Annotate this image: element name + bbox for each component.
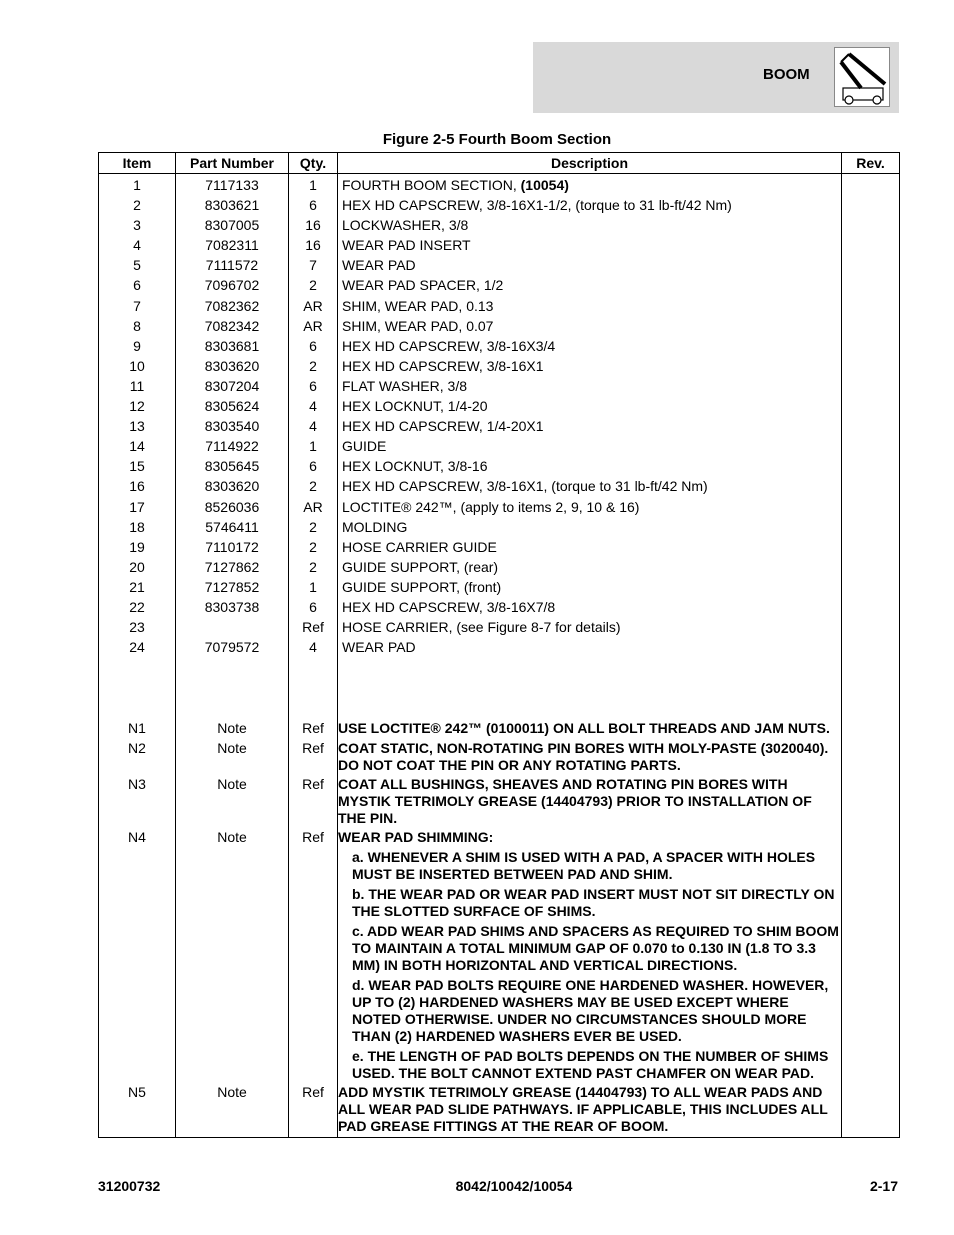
quantity: 16 — [289, 235, 338, 255]
table-header-row — [99, 153, 900, 174]
note-revision — [842, 827, 900, 1082]
note-qty: Ref — [289, 738, 338, 774]
part-number: 7082362 — [176, 296, 289, 316]
item-number: 19 — [99, 537, 176, 557]
description-text: HEX HD CAPSCREW, 3/8-16X7/8 — [342, 598, 556, 615]
parts-table — [98, 152, 900, 1138]
quantity: 2 — [289, 356, 338, 376]
revision — [842, 497, 900, 517]
description — [338, 316, 842, 336]
quantity: AR — [289, 316, 338, 336]
item-number: 11 — [99, 376, 176, 396]
note-text: USE LOCTITE® 242™ (0100011) ON ALL BOLT THREADS AND JAM NUTS. — [338, 720, 830, 737]
table-row — [99, 637, 900, 657]
table-spacer-row — [99, 657, 900, 718]
revision — [842, 517, 900, 537]
column-header-rev: Rev. — [842, 153, 900, 174]
description-text: HEX HD CAPSCREW, 3/8-16X1 — [342, 357, 544, 374]
part-number: 8303620 — [176, 476, 289, 496]
quantity: 1 — [289, 174, 338, 196]
description-text: GUIDE SUPPORT, (front) — [342, 578, 502, 595]
figure-title: Figure 2-5 Fourth Boom Section — [382, 131, 612, 148]
description-text: WEAR PAD — [342, 639, 416, 656]
quantity: 2 — [289, 557, 338, 577]
part-number: 8303621 — [176, 195, 289, 215]
description-text: HEX HD CAPSCREW, 3/8-16X3/4 — [342, 337, 556, 354]
revision — [842, 436, 900, 456]
spacer-cell — [176, 657, 289, 718]
description — [338, 356, 842, 376]
note-part: Note — [176, 827, 289, 1082]
description-text: SHIM, WEAR PAD, 0.07 — [342, 317, 494, 334]
table-row — [99, 517, 900, 537]
part-number: 8526036 — [176, 497, 289, 517]
table-row — [99, 436, 900, 456]
table-row — [99, 456, 900, 476]
note-row — [99, 718, 900, 738]
description-text: HEX HD CAPSCREW, 3/8-16X1-1/2, (torque to 31 lb-ft/42 Nm) — [342, 197, 732, 214]
part-number: 8307005 — [176, 215, 289, 235]
table-row — [99, 195, 900, 215]
revision — [842, 376, 900, 396]
column-header-description: Description — [338, 153, 842, 174]
revision — [842, 195, 900, 215]
part-number: 8303620 — [176, 356, 289, 376]
note-qty: Ref — [289, 718, 338, 738]
description — [338, 497, 842, 517]
quantity: 6 — [289, 336, 338, 356]
item-number: 13 — [99, 416, 176, 436]
item-number: 15 — [99, 456, 176, 476]
table-row — [99, 255, 900, 275]
description — [338, 416, 842, 436]
item-number: 9 — [99, 336, 176, 356]
quantity: 2 — [289, 476, 338, 496]
quantity: 2 — [289, 537, 338, 557]
revision — [842, 597, 900, 617]
description — [338, 195, 842, 215]
description — [338, 476, 842, 496]
table-row — [99, 356, 900, 376]
table-row — [99, 577, 900, 597]
note-text: COAT STATIC, NON-ROTATING PIN BORES WITH MOLY-PASTE (3020040). DO NOT COAT THE PIN OR ANY ROTATING PARTS. — [338, 740, 829, 774]
table-row — [99, 416, 900, 436]
table-row — [99, 174, 900, 196]
note-sub-item: b. THE WEAR PAD OR WEAR PAD INSERT MUST NOT SIT DIRECTLY ON THE SLOTTED SURFACE OF SHIMS. — [352, 886, 835, 920]
description — [338, 296, 842, 316]
item-number: 10 — [99, 356, 176, 376]
item-number: 1 — [99, 174, 176, 196]
description-text: LOCKWASHER, 3/8 — [342, 217, 469, 234]
column-header-item: Item — [99, 153, 176, 174]
item-number: 18 — [99, 517, 176, 537]
revision — [842, 637, 900, 657]
item-number: 20 — [99, 557, 176, 577]
part-number: 8305624 — [176, 396, 289, 416]
spacer-cell — [99, 657, 176, 718]
note-number: N2 — [99, 738, 176, 774]
item-number: 7 — [99, 296, 176, 316]
description-model: (10054) — [520, 177, 569, 193]
quantity: 2 — [289, 517, 338, 537]
parts-table-body — [99, 174, 900, 1138]
note-sub-item: e. THE LENGTH OF PAD BOLTS DEPENDS ON THE NUMBER OF SHIMS USED. THE BOLT CANNOT EXTEND PAST CHAMFER ON WEAR PAD. — [352, 1048, 829, 1082]
note-row — [99, 1082, 900, 1138]
description — [338, 557, 842, 577]
table-row — [99, 316, 900, 336]
note-number: N4 — [99, 827, 176, 1082]
column-header-part-number: Part Number — [176, 153, 289, 174]
quantity: 16 — [289, 215, 338, 235]
item-number: 12 — [99, 396, 176, 416]
description — [338, 235, 842, 255]
table-row — [99, 476, 900, 496]
revision — [842, 537, 900, 557]
table-row — [99, 557, 900, 577]
note-sub-item: d. WEAR PAD BOLTS REQUIRE ONE HARDENED WASHER. HOWEVER, UP TO (2) HARDENED WASHERS MAY BE USED EXCEPT WHERE NOTED OTHERWISE. UNDER NO CIRCUMSTANCES SHOULD MORE THAN (2) HARDENED WASHERS EVER BE USED. — [352, 977, 829, 1045]
part-number: 7114922 — [176, 436, 289, 456]
description — [338, 597, 842, 617]
table-row — [99, 235, 900, 255]
item-number: 2 — [99, 195, 176, 215]
quantity: 4 — [289, 396, 338, 416]
description — [338, 215, 842, 235]
revision — [842, 255, 900, 275]
table-row — [99, 597, 900, 617]
part-number: 7082311 — [176, 235, 289, 255]
table-row — [99, 497, 900, 517]
description — [338, 336, 842, 356]
revision — [842, 416, 900, 436]
revision — [842, 476, 900, 496]
description — [338, 517, 842, 537]
note-revision — [842, 774, 900, 827]
description-text: HOSE CARRIER GUIDE — [342, 538, 497, 555]
table-row — [99, 296, 900, 316]
description-text: LOCTITE® 242™, (apply to items 2, 9, 10 & 16) — [342, 498, 640, 515]
note-part: Note — [176, 738, 289, 774]
note-part: Note — [176, 1082, 289, 1138]
item-number: 5 — [99, 255, 176, 275]
description-text: GUIDE SUPPORT, (rear) — [342, 558, 499, 575]
quantity: 6 — [289, 195, 338, 215]
note-description — [338, 738, 842, 774]
quantity: 7 — [289, 255, 338, 275]
part-number: 7127852 — [176, 577, 289, 597]
revision — [842, 336, 900, 356]
note-qty: Ref — [289, 1082, 338, 1138]
boom-icon — [834, 47, 890, 107]
description-text: WEAR PAD SPACER, 1/2 — [342, 277, 504, 294]
quantity: 6 — [289, 376, 338, 396]
spacer-cell — [842, 657, 900, 718]
item-number: 17 — [99, 497, 176, 517]
note-sub-item: a. WHENEVER A SHIM IS USED WITH A PAD, A SPACER WITH HOLES MUST BE INSERTED BETWEEN PAD AND SHIM. — [352, 849, 816, 883]
column-header-qty: Qty. — [289, 153, 338, 174]
quantity: 2 — [289, 275, 338, 295]
part-number: 7096702 — [176, 275, 289, 295]
quantity: 4 — [289, 637, 338, 657]
description — [338, 617, 842, 637]
item-number: 14 — [99, 436, 176, 456]
revision — [842, 174, 900, 196]
description — [338, 456, 842, 476]
description — [338, 637, 842, 657]
quantity: Ref — [289, 617, 338, 637]
revision — [842, 235, 900, 255]
revision — [842, 296, 900, 316]
part-number: 8303540 — [176, 416, 289, 436]
description — [338, 255, 842, 275]
description-text: WEAR PAD — [342, 257, 416, 274]
note-number: N5 — [99, 1082, 176, 1138]
table-row — [99, 617, 900, 637]
note-qty: Ref — [289, 827, 338, 1082]
revision — [842, 617, 900, 637]
quantity: 1 — [289, 577, 338, 597]
quantity: AR — [289, 296, 338, 316]
note-number: N1 — [99, 718, 176, 738]
note-revision — [842, 718, 900, 738]
description-text: WEAR PAD INSERT — [342, 237, 471, 254]
footer-page-number: 2-17 — [869, 1178, 898, 1194]
item-number: 22 — [99, 597, 176, 617]
description-text: SHIM, WEAR PAD, 0.13 — [342, 297, 494, 314]
description — [338, 275, 842, 295]
item-number: 23 — [99, 617, 176, 637]
part-number: 7127862 — [176, 557, 289, 577]
part-number: 5746411 — [176, 517, 289, 537]
revision — [842, 215, 900, 235]
note-description — [338, 718, 842, 738]
footer-doc-number: 31200732 — [98, 1178, 161, 1194]
description-text: FOURTH BOOM SECTION, — [342, 177, 521, 193]
note-description — [338, 774, 842, 827]
note-text: ADD MYSTIK TETRIMOLY GREASE (14404793) TO ALL WEAR PADS AND ALL WEAR PAD SLIDE PATHWAYS. IF APPLICABLE, THIS INCLUDES ALL PAD GREASE FITTINGS AT THE REAR OF BOOM. — [338, 1084, 828, 1135]
note-revision — [842, 738, 900, 774]
table-row — [99, 396, 900, 416]
description — [338, 577, 842, 597]
part-number: 8307204 — [176, 376, 289, 396]
note-text: COAT ALL BUSHINGS, SHEAVES AND ROTATING PIN BORES WITH MYSTIK TETRIMOLY GREASE (14404793) PRIOR TO INSTALLATION OF THE PIN. — [338, 776, 812, 827]
spacer-cell — [338, 657, 842, 718]
description-text: HEX LOCKNUT, 3/8-16 — [342, 458, 488, 475]
description — [338, 537, 842, 557]
description — [338, 376, 842, 396]
note-number: N3 — [99, 774, 176, 827]
table-row — [99, 376, 900, 396]
item-number: 21 — [99, 577, 176, 597]
note-row — [99, 774, 900, 827]
section-title: BOOM — [763, 66, 810, 83]
note-sub-item: c. ADD WEAR PAD SHIMS AND SPACERS AS REQUIRED TO SHIM BOOM TO MAINTAIN A TOTAL MINIMUM GAP OF 0.070 to 0.130 IN (1.8 TO 3.3 MM) IN BOTH HORIZONTAL AND VERTICAL DIRECTIONS. — [352, 923, 839, 974]
item-number: 6 — [99, 275, 176, 295]
note-qty: Ref — [289, 774, 338, 827]
part-number: 7079572 — [176, 637, 289, 657]
revision — [842, 396, 900, 416]
description-text: FLAT WASHER, 3/8 — [342, 377, 467, 394]
item-number: 16 — [99, 476, 176, 496]
note-part: Note — [176, 718, 289, 738]
item-number: 4 — [99, 235, 176, 255]
part-number: 7110172 — [176, 537, 289, 557]
part-number: 8305645 — [176, 456, 289, 476]
footer-models: 8042/10042/10054 — [455, 1178, 573, 1194]
quantity: AR — [289, 497, 338, 517]
description-text: MOLDING — [342, 518, 408, 535]
quantity: 6 — [289, 456, 338, 476]
note-revision — [842, 1082, 900, 1138]
revision — [842, 557, 900, 577]
quantity: 6 — [289, 597, 338, 617]
description-text: HEX HD CAPSCREW, 1/4-20X1 — [342, 418, 544, 435]
revision — [842, 275, 900, 295]
part-number: 8303681 — [176, 336, 289, 356]
note-description — [338, 1082, 842, 1138]
item-number: 8 — [99, 316, 176, 336]
part-number: 8303738 — [176, 597, 289, 617]
description-text: HEX LOCKNUT, 1/4-20 — [342, 398, 488, 415]
part-number: 7117133 — [176, 174, 289, 196]
table-row — [99, 275, 900, 295]
description-text: GUIDE — [342, 438, 387, 455]
revision — [842, 577, 900, 597]
description-text: HEX HD CAPSCREW, 3/8-16X1, (torque to 31 lb-ft/42 Nm) — [342, 478, 708, 495]
note-row — [99, 738, 900, 774]
quantity: 4 — [289, 416, 338, 436]
note-text: WEAR PAD SHIMMING: — [338, 829, 494, 846]
spacer-cell — [289, 657, 338, 718]
description-text: HOSE CARRIER, (see Figure 8-7 for details) — [342, 619, 621, 636]
description — [338, 174, 842, 196]
table-row — [99, 336, 900, 356]
quantity: 1 — [289, 436, 338, 456]
item-number: 24 — [99, 637, 176, 657]
revision — [842, 316, 900, 336]
item-number: 3 — [99, 215, 176, 235]
part-number: 7111572 — [176, 255, 289, 275]
description — [338, 396, 842, 416]
note-row — [99, 827, 900, 1082]
part-number: 7082342 — [176, 316, 289, 336]
revision — [842, 356, 900, 376]
table-row — [99, 215, 900, 235]
note-description — [338, 827, 842, 1082]
part-number — [176, 617, 289, 637]
table-row — [99, 537, 900, 557]
note-part: Note — [176, 774, 289, 827]
revision — [842, 456, 900, 476]
description — [338, 436, 842, 456]
